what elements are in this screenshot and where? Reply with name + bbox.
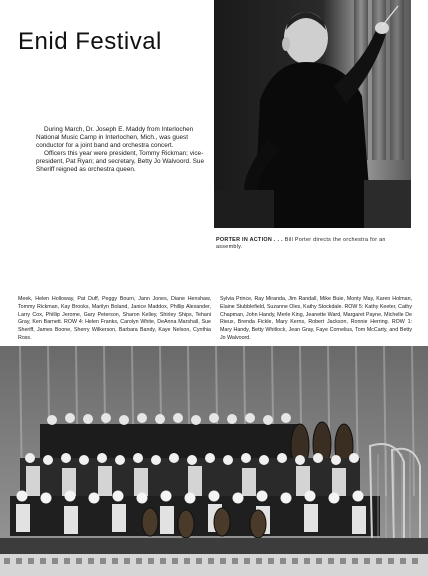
article-paragraph: Officers this year were president, Tommy Rickman; vice-president, Pat Ryan; and secretary, Betty Jo Walvoord. Sue Sheriff reigned as orchestra queen. [36,150,205,174]
conductor-photo [214,0,411,228]
caption-text: Bill Porter directs the orchestra for an assembly. [216,237,386,250]
page-title: Enid Festival [18,28,162,55]
article-paragraph: During March, Dr. Joseph E. Maddy from Interlochen National Music Camp in Interlochen, Mich., was guest conductor for a joint band and orchestra concert. [36,126,194,150]
orchestra-group-photo [0,346,428,576]
photo-caption [216,237,412,251]
roster-column-left: Meek, Helen Holloway, Pat Duff, Peggy Bourn, Jann Jones, Diane Henshaw, Tommy Rickman, Kay Brooks, Marilyn Boland, Janice Maddox, Phillip Alexander, Larry Cox, Phillip Jerome, Gary Peterson, Sharon Kelley, Shirley Ships, Tehani Gray, Ken Barnett. ROW 4: Helen Franks, Carolyn White, DeAnna Marshall, Sue Sheriff, James Boone, Sherry Wilkerson, Barbara Bandy, Kaye Nelson, Cynthia Ross. [18,296,211,341]
roster-column-right: Sylvia Prince, Ray Miranda, Jim Randall, Mike Buie, Monty May, Karen Holman, Elaine Stubblefield, Suzanne Oles, Kathy Stockdale. ROW 5: Kathy Keeter, Cathy Chapman, John Handy, Merle King, Jeanette Ward, Margaret Payne, Michelle De Rieux, Brenda Fickle, Mary Kerns, Robert Jackson, Ronnie Herring. ROW 1: Mary Handy, Betty Whitlock, Jean Gray, Faye Cornelius, Tom McCarty, and Betty Jo Walvoord. [220,296,412,341]
caption-lead: PORTER IN ACTION . . . [216,237,283,243]
article-body [36,126,206,175]
